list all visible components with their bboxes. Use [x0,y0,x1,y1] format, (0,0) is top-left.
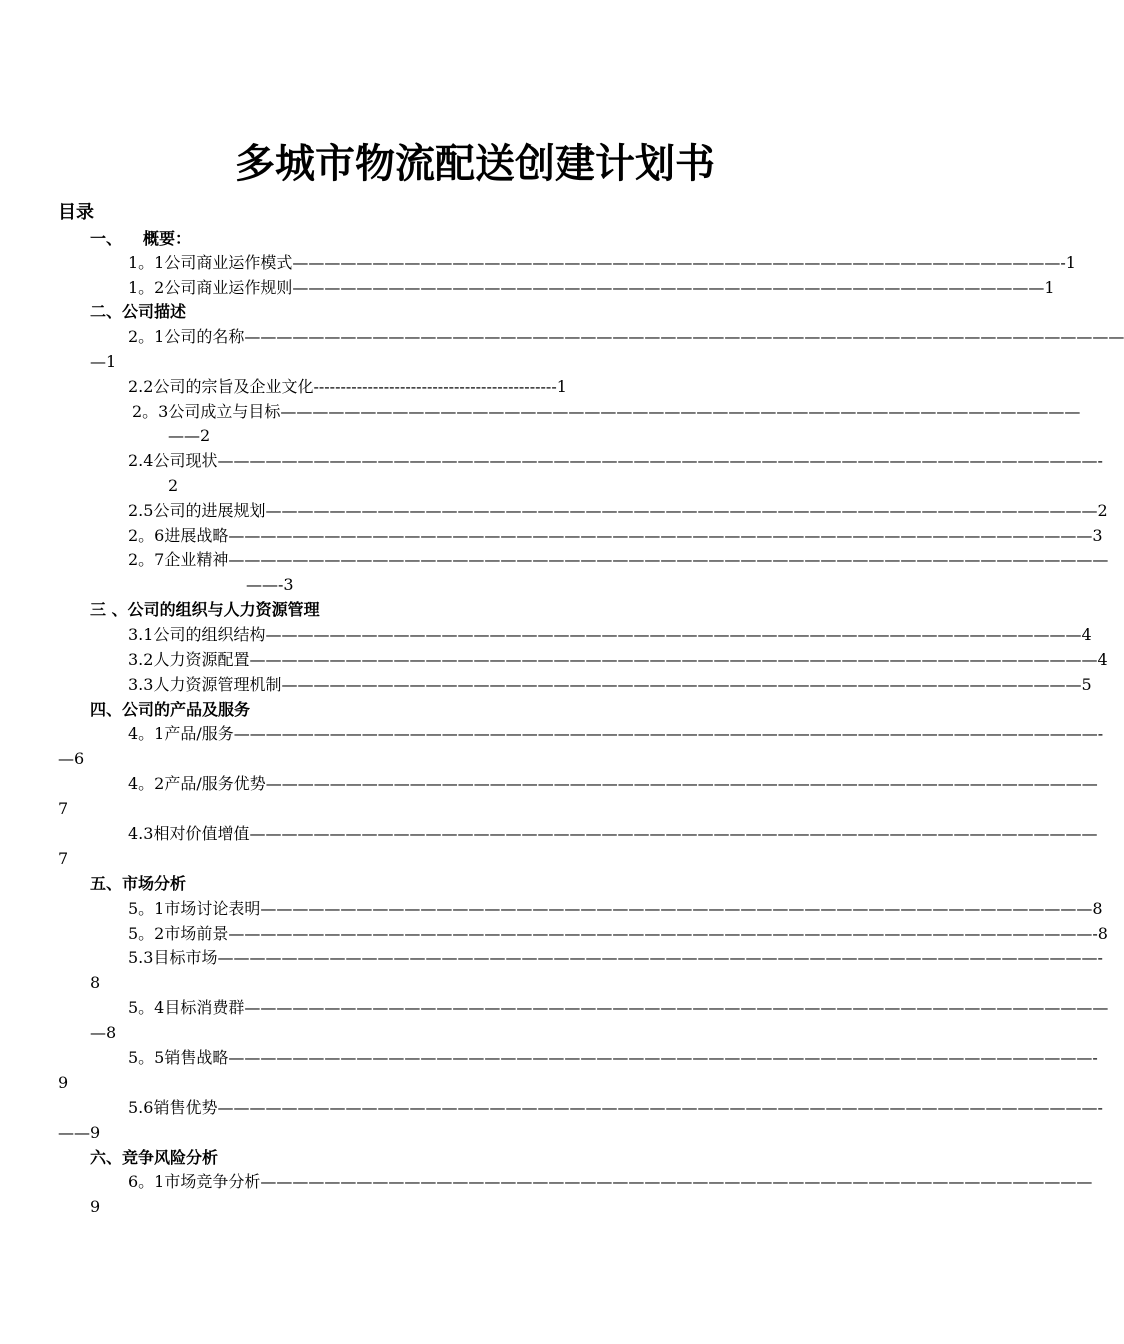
toc-entry-2-1: 2。1公司的名称——————————————————————————————————————————————————————— [128,327,1124,346]
toc-entry-5-2: 5。2市场前景——————————————————————————————————————————————————————-8 [128,924,1108,943]
toc-entry-5-3-cont: 8 [90,973,101,992]
toc-entry-5-5: 5。5销售战略——————————————————————————————————————————————————————- [128,1048,1098,1067]
toc-entry-5-5-cont: 9 [58,1073,69,1092]
toc-entry-2-3-cont: ——2 [168,426,211,445]
toc-entry-2-4-cont: 2 [168,476,179,495]
toc-entry-3-2: 3.2人力资源配置—————————————————————————————————————————————————————4 [128,650,1108,669]
toc-section-1-number: 一、 [90,229,123,248]
toc-entry-5-4-cont: —8 [90,1023,117,1042]
toc-entry-4-2-cont: 7 [58,799,69,818]
toc-entry-5-6-cont: ——9 [58,1123,101,1142]
toc-section-5: 五、市场分析 [90,874,187,893]
toc-section-3: 三 、公司的组织与人力资源管理 [90,600,320,619]
toc-entry-2-7-cont: ——-3 [246,575,294,594]
toc-section-1-title: 概要： [143,229,192,248]
toc-entry-5-3: 5.3目标市场———————————————————————————————————————————————————————- [128,948,1103,967]
toc-entry-4-3: 4.3相对价值增值————————————————————————————————————————————————————— [128,824,1098,843]
toc-entry-4-1-cont: —6 [58,749,85,768]
toc-entry-2-4: 2.4公司现状———————————————————————————————————————————————————————- [128,451,1103,470]
toc-entry-5-1: 5。1市场讨论表明————————————————————————————————————————————————————8 [128,899,1103,918]
toc-entry-2-2: 2.2公司的宗旨及企业文化---------------------------------------------1 [128,377,567,396]
toc-entry-1-2: 1。2公司商业运作规则———————————————————————————————————————————————1 [128,278,1055,297]
toc-entry-2-5: 2.5公司的进展规划————————————————————————————————————————————————————2 [128,501,1108,520]
toc-entry-6-1: 6。1市场竞争分析———————————————————————————————————————————————————— [128,1172,1093,1191]
toc-entry-3-1: 3.1公司的组织结构———————————————————————————————————————————————————4 [128,625,1092,644]
toc-section-6: 六、竞争风险分析 [90,1148,219,1167]
toc-entry-2-3: 2。3公司成立与目标—————————————————————————————————————————————————— [132,402,1081,421]
toc-entry-4-2: 4。2产品/服务优势———————————————————————————————————————————————————— [128,774,1098,793]
toc-section-4: 四、公司的产品及服务 [90,700,251,719]
toc-entry-5-4: 5。4目标消费群—————————————————————————————————————————————————————— [128,998,1109,1017]
toc-entry-2-7: 2。7企业精神——————————————————————————————————————————————————————— [128,550,1109,569]
toc-section-2: 二、公司描述 [90,302,187,321]
toc-entry-2-1-cont: —1 [90,352,117,371]
toc-entry-4-3-cont: 7 [58,849,69,868]
document-title: 多城市物流配送创建计划书 [235,141,715,187]
toc-entry-4-1: 4。1产品/服务——————————————————————————————————————————————————————- [128,724,1104,743]
toc-entry-5-6: 5.6销售优势———————————————————————————————————————————————————————- [128,1098,1103,1117]
toc-entry-2-6: 2。6进展战略——————————————————————————————————————————————————————3 [128,526,1103,545]
toc-entry-1-1: 1。1公司商业运作模式————————————————————————————————————————————————-1 [128,253,1076,272]
toc-heading: 目录 [58,202,94,223]
toc-entry-6-1-cont: 9 [90,1197,101,1216]
toc-entry-3-3: 3.3人力资源管理机制——————————————————————————————————————————————————5 [128,675,1092,694]
